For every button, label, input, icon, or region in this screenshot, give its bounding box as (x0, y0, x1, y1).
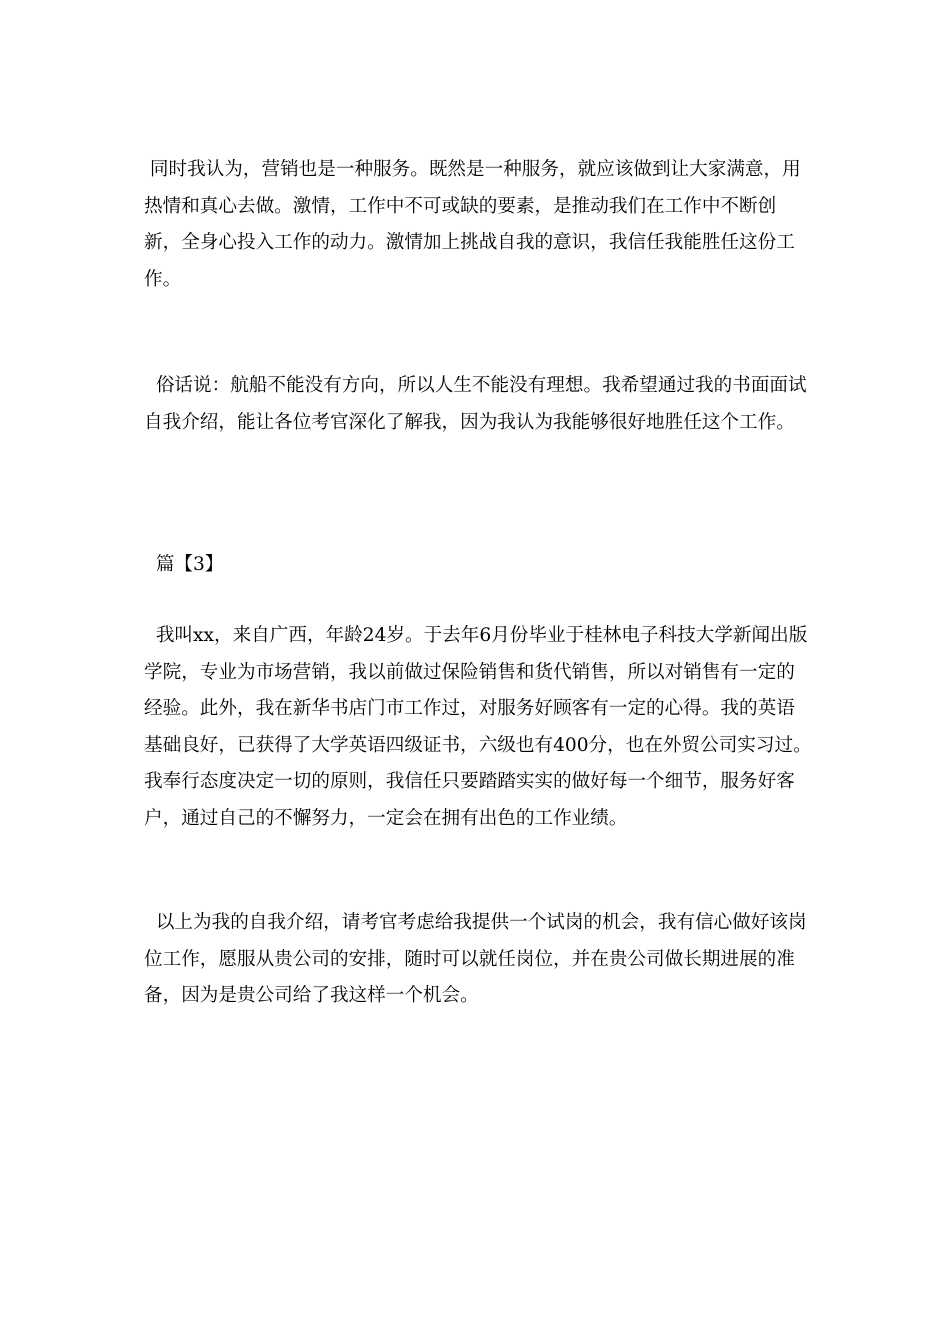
section-heading: 篇【3】 (144, 554, 224, 575)
paragraph-service: 同时我认为，营销也是一种服务。既然是一种服务，就应该做到让大家满意，用热情和真心去做。激情，工作中不可或缺的要素，是推动我们在工作中不断创新，全身心投入工作的动力。激情加上挑战自我的意识，我信任我能胜任这份工作。 (144, 159, 801, 290)
paragraph-ideal: 俗话说：航船不能没有方向，所以人生不能没有理想。我希望通过我的书面面试自我介绍，能让各位考官深化了解我，因为我认为我能够很好地胜任这个工作。 (144, 375, 807, 433)
paragraph-self-intro: 我叫xx，来自广西，年龄24岁。于去年6月份毕业于桂林电子科技大学新闻出版学院，专业为市场营销，我以前做过保险销售和货代销售，所以对销售有一定的经验。此外，我在新华书店门市工作过，对服务好顾客有一定的心得。我的英语基础良好，已获得了大学英语四级证书，六级也有400分，也在外贸公司实习过。我奉行态度决定一切的原则，我信任只要踏踏实实的做好每一个细节，服务好客户，通过自己的不懈努力，一定会在拥有出色的工作业绩。 (144, 625, 812, 829)
paragraph-closing: 以上为我的自我介绍，请考官考虑给我提供一个试岗的机会，我有信心做好该岗位工作，愿服从贵公司的安排，随时可以就任岗位，并在贵公司做长期进展的准备，因为是贵公司给了我这样一个机会。 (144, 912, 807, 1006)
